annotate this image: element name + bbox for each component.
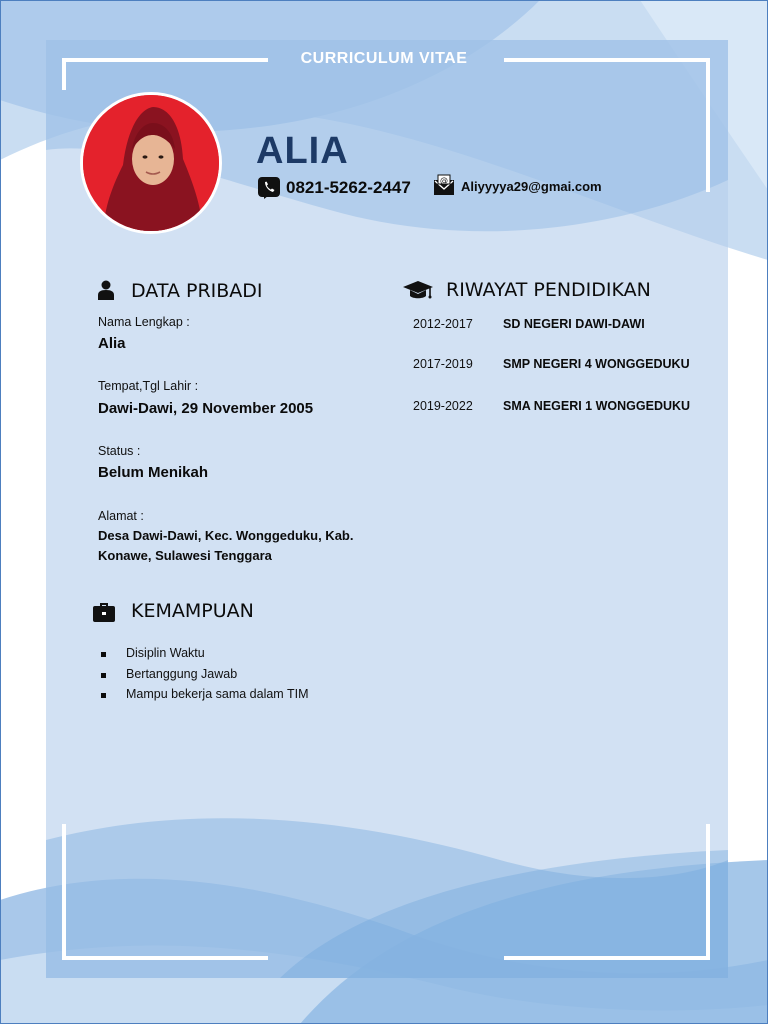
phone-number: 0821-5262-2447 bbox=[286, 178, 411, 197]
frame-left-bottom bbox=[62, 824, 66, 960]
bullet-marker bbox=[101, 652, 106, 657]
status-value: Belum Menikah bbox=[98, 464, 209, 481]
education-school: SMA NEGERI 1 WONGGEDUKU bbox=[503, 399, 691, 413]
status-label: Status : bbox=[98, 444, 141, 458]
document-title: CURRICULUM VITAE bbox=[300, 50, 468, 67]
email-address: Aliyyyya29@gmai.com bbox=[461, 179, 602, 194]
education-years: 2017-2019 bbox=[413, 357, 473, 371]
education-years: 2019-2022 bbox=[413, 399, 473, 413]
person-name: ALIA bbox=[256, 130, 349, 172]
phone-icon bbox=[258, 177, 280, 199]
skills-heading: KEMAMPUAN bbox=[131, 600, 254, 622]
address-line-2: Konawe, Sulawesi Tenggara bbox=[98, 548, 272, 563]
bullet-marker bbox=[101, 673, 106, 678]
address-line-1: Desa Dawi-Dawi, Kec. Wonggeduku, Kab. bbox=[98, 528, 354, 543]
skills-list bbox=[98, 646, 308, 708]
skill-item bbox=[98, 667, 308, 688]
email-icon bbox=[433, 174, 455, 196]
skill-label: Bertanggung Jawab bbox=[126, 666, 238, 681]
frame-top-right bbox=[504, 58, 710, 62]
full-name-label: Nama Lengkap : bbox=[98, 315, 190, 329]
profile-photo bbox=[80, 92, 222, 234]
skill-label: Disiplin Waktu bbox=[126, 646, 205, 660]
full-name-value: Alia bbox=[98, 335, 126, 352]
personal-data-heading: DATA PRIBADI bbox=[131, 280, 263, 302]
person-icon bbox=[97, 280, 115, 300]
frame-right-top bbox=[706, 58, 710, 192]
svg-text:@: @ bbox=[440, 176, 448, 185]
bullet-marker bbox=[101, 693, 106, 698]
skill-label: Mampu bekerja sama dalam TIM bbox=[126, 687, 309, 701]
skill-item bbox=[98, 687, 308, 708]
birth-label: Tempat,Tgl Lahir : bbox=[98, 379, 199, 393]
education-years: 2012-2017 bbox=[413, 317, 473, 331]
frame-left-top bbox=[62, 58, 66, 90]
education-school: SD NEGERI DAWI-DAWI bbox=[503, 317, 645, 331]
frame-right-bottom bbox=[706, 824, 710, 960]
frame-bottom-right bbox=[504, 956, 710, 960]
briefcase-icon bbox=[93, 602, 115, 622]
graduation-cap-icon bbox=[403, 280, 433, 302]
birth-value: Dawi-Dawi, 29 November 2005 bbox=[98, 400, 314, 417]
address-label: Alamat : bbox=[98, 509, 144, 523]
education-heading: RIWAYAT PENDIDIKAN bbox=[446, 279, 651, 301]
frame-top-left bbox=[62, 58, 268, 62]
skill-item bbox=[98, 646, 308, 667]
frame-bottom-left bbox=[62, 956, 268, 960]
education-school: SMP NEGERI 4 WONGGEDUKU bbox=[503, 357, 690, 371]
